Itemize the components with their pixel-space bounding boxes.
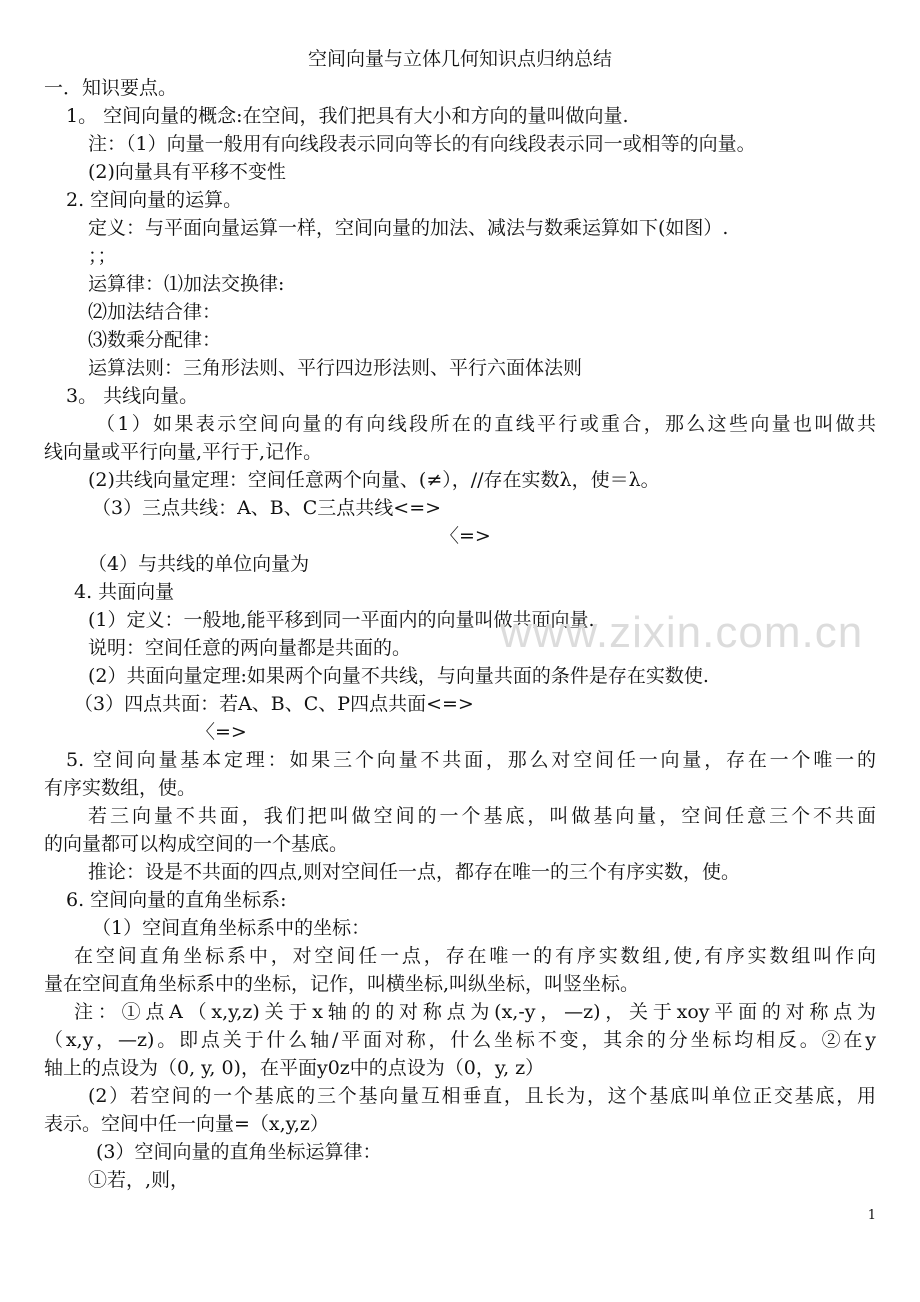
document-title: 空间向量与立体几何知识点归纳总结 [307,48,612,70]
orthonormal-basis-line1: (2）若空间的一个基底的三个基向量互相垂直，且长为，这个基底叫单位正交基底，用 [88,1085,876,1107]
basis-definition-line2: 的向量都可以构成空间的一个基底。 [44,833,349,855]
operation-rules: 运算法则：三角形法则、平行四边形法则、平行六面体法则 [88,357,583,379]
equivalence-arrow-2: 〈=> [196,721,247,743]
item-1-vector-concept: 1。 空间向量的概念:在空间，我们把具有大小和方向的量叫做向量. [66,105,629,127]
note-translation-invariance: (2)向量具有平移不变性 [88,161,286,183]
definition-operations: 定义：与平面向量运算一样，空间向量的加法、减法与数乘运算如下(如图）. [88,217,729,239]
semicolon-line: ；； [88,245,117,267]
section-heading-knowledge-points: 一．知识要点。 [44,77,178,99]
basis-definition-line1: 若三向量不共面，我们把叫做空间的一个基底，叫做基向量，空间任意三个不共面 [88,805,876,827]
item-2-vector-operations: 2. 空间向量的运算。 [66,189,243,211]
coordinates-definition-line1: 在空间直角坐标系中，对空间任一点，存在唯一的有序实数组,使,有序实数组叫作向 [74,945,876,967]
law-commutative: 运算律：⑴加法交换律: [88,273,285,295]
item-6-coordinate-system: 6. 空间向量的直角坐标系: [66,889,287,911]
basic-theorem-line1: 5. 空间向量基本定理：如果三个向量不共面，那么对空间任一向量，存在一个唯一的 [66,749,876,771]
corollary: 推论：设是不共面的四点,则对空间任一点，都存在唯一的三个有序实数，使。 [88,861,741,883]
watermark: www.zixin.com.cn [500,608,864,657]
basic-theorem-line2: 有序实数组，使。 [44,777,197,799]
symmetry-note-line2: （x,y，—z)。即点关于什么轴/平面对称，什么坐标不变，其余的分坐标均相反。②在y [44,1029,876,1051]
symmetry-note-line1: 注：①点A（x,y,z)关于x轴的的对称点为(x,-y，—z)，关于xoy平面的对称点为 [74,1001,876,1023]
item-4-coplanar-vectors: 4. 共面向量 [74,581,175,603]
collinear-definition-line1: （1）如果表示空间向量的有向线段所在的直线平行或重合，那么这些向量也叫做共 [96,413,876,435]
unit-vector-collinear: （4）与共线的单位向量为 [88,553,310,575]
coordinate-operation-if: ①若，,则， [88,1169,190,1191]
coplanar-note: 说明：空间任意的两向量都是共面的。 [88,637,412,659]
four-points-coplanar: （3）四点共面：若A、B、C、P四点共面<=> [74,693,474,715]
note-directed-segment: 注：（1）向量一般用有向线段表示同向等长的有向线段表示同一或相等的向量。 [88,133,756,155]
coplanar-definition: (1）定义：一般地,能平移到同一平面内的向量叫做共面向量. [88,609,595,631]
page-number: 1 [867,1208,876,1223]
item-3-collinear-vectors: 3。 共线向量。 [66,385,199,407]
coordinates-subheading: （1）空间直角坐标系中的坐标： [92,917,371,939]
collinear-theorem: (2)共线向量定理：空间任意两个向量、(≠），//存在实数λ，使＝λ。 [88,469,660,491]
equivalence-arrow-1: 〈=> [440,525,491,547]
coplanar-theorem: (2）共面向量定理:如果两个向量不共线，与向量共面的条件是存在实数使. [88,665,709,687]
collinear-definition-line2: 线向量或平行向量,平行于,记作。 [44,441,323,463]
symmetry-note-line3: 轴上的点设为（0, y, 0)，在平面y0z中的点设为（0，y, z） [44,1057,545,1079]
three-points-collinear: （3）三点共线：A、B、C三点共线<=> [92,497,442,519]
law-associative: ⑵加法结合律： [88,301,222,323]
coordinates-definition-line2: 量在空间直角坐标系中的坐标，记作，叫横坐标,叫纵坐标，叫竖坐标。 [44,973,640,995]
orthonormal-basis-line2: 表示。空间中任一向量=（x,y,z） [44,1113,329,1135]
law-distributive: ⑶数乘分配律： [88,329,222,351]
coordinate-operation-rules: (3）空间向量的直角坐标运算律： [96,1141,382,1163]
